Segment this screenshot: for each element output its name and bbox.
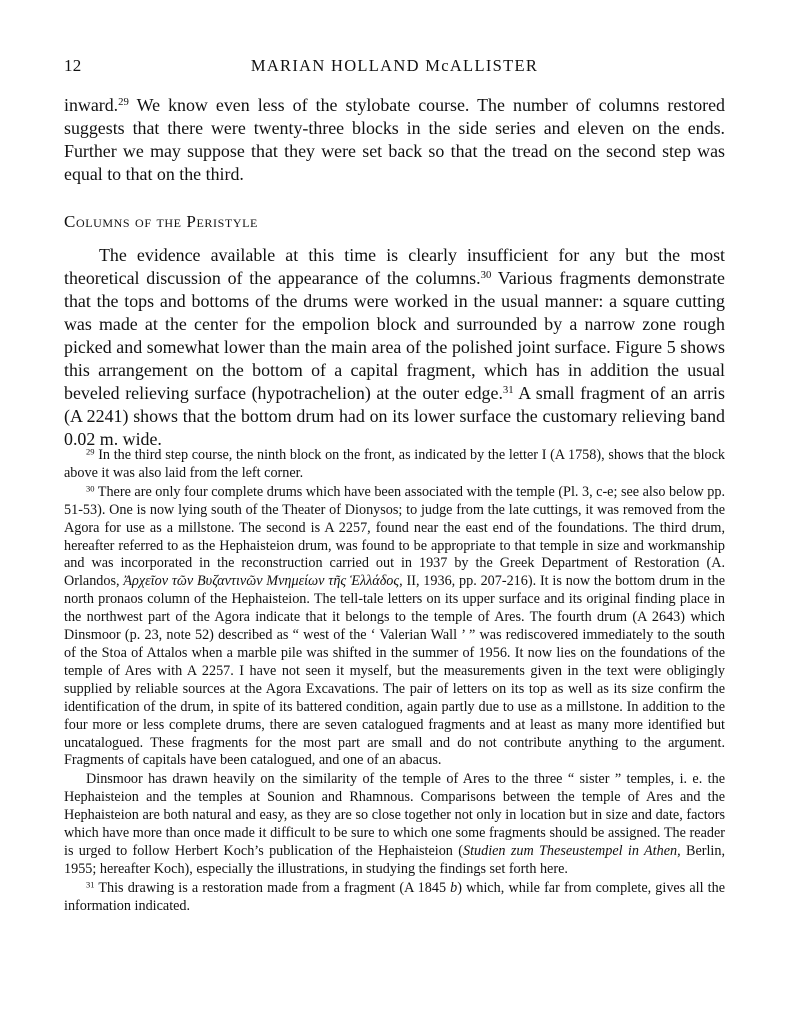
footnote-ref-29[interactable]: 29 (118, 96, 129, 109)
footnote-text: There are only four complete drums which have been associated with the temple (Pl. 3, c-e; see also below pp. 51-53). One is now lying south of the Theater of Dionysos; to judge from the late cuttings, it was removed from the Agora for use as a millstone. The second is A 2257, found near the east end of the foundations. The third drum, hereafter referred to as the Hephaisteion drum, was found to be appropriate to that temple in size and workmanship and was incorporated in the reconstruction carried out in 1937 by the Greek Department of Restoration (A. Orlandos, (64, 483, 725, 590)
greek-journal-title: Ἀρχεῖον τῶν Βυζαντινῶν Μνημείων τῆς Ἑλλάδος (123, 573, 400, 590)
footnote-ref-31[interactable]: 31 (502, 384, 514, 397)
text-run: The evidence available at this time is clearly insufficient for any but the most theoretical discussion of the appearance of the columns. (64, 245, 725, 288)
paragraph-stylobate (64, 94, 725, 186)
text-run: We know even less of the stylobate course. The number of columns restored suggests that there were twenty-three blocks in the side series and eleven on the ends. Further we may suppose that they were set back so that the tread on the second step was equal to that on the third. (64, 95, 725, 184)
text-run: A small fragment of an arris (A 2241) shows that the bottom drum had on its lower surface the customary relieving band 0.02 m. wide. (64, 383, 725, 449)
footnote-text: Dinsmoor has drawn heavily on the similarity of the temple of Ares to the three “ sister ” temples, i. e. the Hephaisteion and the temples at Sounion and Rhamnous. Comparisons between the temple of Ares and the Hephaisteion are both natural and easy, as they are so close together not only in location but in size and date, factors which have more than once made it difficult to be sure to which one some fragments should be assigned. The reader is urged to follow Herbert Koch’s publication of the Hephaisteion ( (64, 771, 725, 859)
section-heading: Columns of the Peristyle (64, 212, 258, 231)
page-number: 12 (64, 56, 82, 75)
paragraph-columns (64, 244, 725, 451)
footnote-text: , II, 1936, pp. 207-216). It is now the bottom drum in the north pronaos column of the Hephaisteion. The tell-tale letters on its upper surface and its original finding place in the northwest part of the Agora indicate that it belongs to the temple of Ares. The fourth drum (A 2643) which Dinsmoor (p. 23, note 52) described as “ west of the ‘ Valerian Wall ’ ” was rediscovered immediately to the south of the Stoa of Attalos when a marble pile was shifted in the summer of 1956. It now lies on the foundations of the temple of Ares with A 2257. I have not seen it myself, but the measurements given in the text were obligingly supplied by reliable sources at the Agora Excavations. The pair of letters on its top as well as its size confirm the identification of the drum, in spite of its battered condition, again partly due to use as a millstone. In addition to the four more or less complete drums, there are seven catalogued fragments and at least as many more identified but uncatalogued. These fragments for the most part are small and do not contribute anything to the argument. Fragments of capitals have been catalogued, and one of an abacus. (64, 573, 726, 769)
footnote-number: 31 (86, 879, 95, 890)
text-run: inward. (64, 95, 119, 115)
footnote-29 (64, 447, 725, 483)
italic-letter: b (450, 879, 458, 896)
running-head: MARIAN HOLLAND McALLISTER (250, 56, 539, 75)
footnote-text: This drawing is a restoration made from a fragment (A 1845 (94, 879, 451, 896)
footnote-number: 29 (86, 446, 95, 457)
footnote-30 (64, 484, 725, 771)
footnote-31 (64, 880, 725, 916)
book-title: Studien zum Theseustempel in Athen (462, 842, 678, 859)
footnote-ref-30[interactable]: 30 (480, 269, 492, 282)
footnote-text: , Berlin, 1955; hereafter Koch), especially the illustrations, in studying the findings set forth here. (64, 842, 725, 877)
footnote-number: 30 (86, 483, 95, 494)
footnote-30-continued (64, 771, 725, 878)
footnote-text: In the third step course, the ninth block on the front, as indicated by the letter I (A 1758), shows that the block above it was also laid from the left corner. (64, 447, 725, 481)
main-text (64, 94, 725, 451)
footnote-text: ) which, while far from complete, gives all the information indicated. (64, 879, 725, 914)
page-header (64, 56, 725, 80)
text-run: Various fragments demonstrate that the tops and bottoms of the drums were worked in the usual manner: a square cutting was made at the center for the empolion block and surrounded by a narrow zone rough picked and somewhat lower than the main area of the polished joint surface. Figure 5 shows this arrangement on the bottom of a capital fragment, which has in addition the usual beveled relieving surface (hypotrachelion) at the outer edge. (64, 268, 725, 403)
footnotes (64, 447, 725, 916)
